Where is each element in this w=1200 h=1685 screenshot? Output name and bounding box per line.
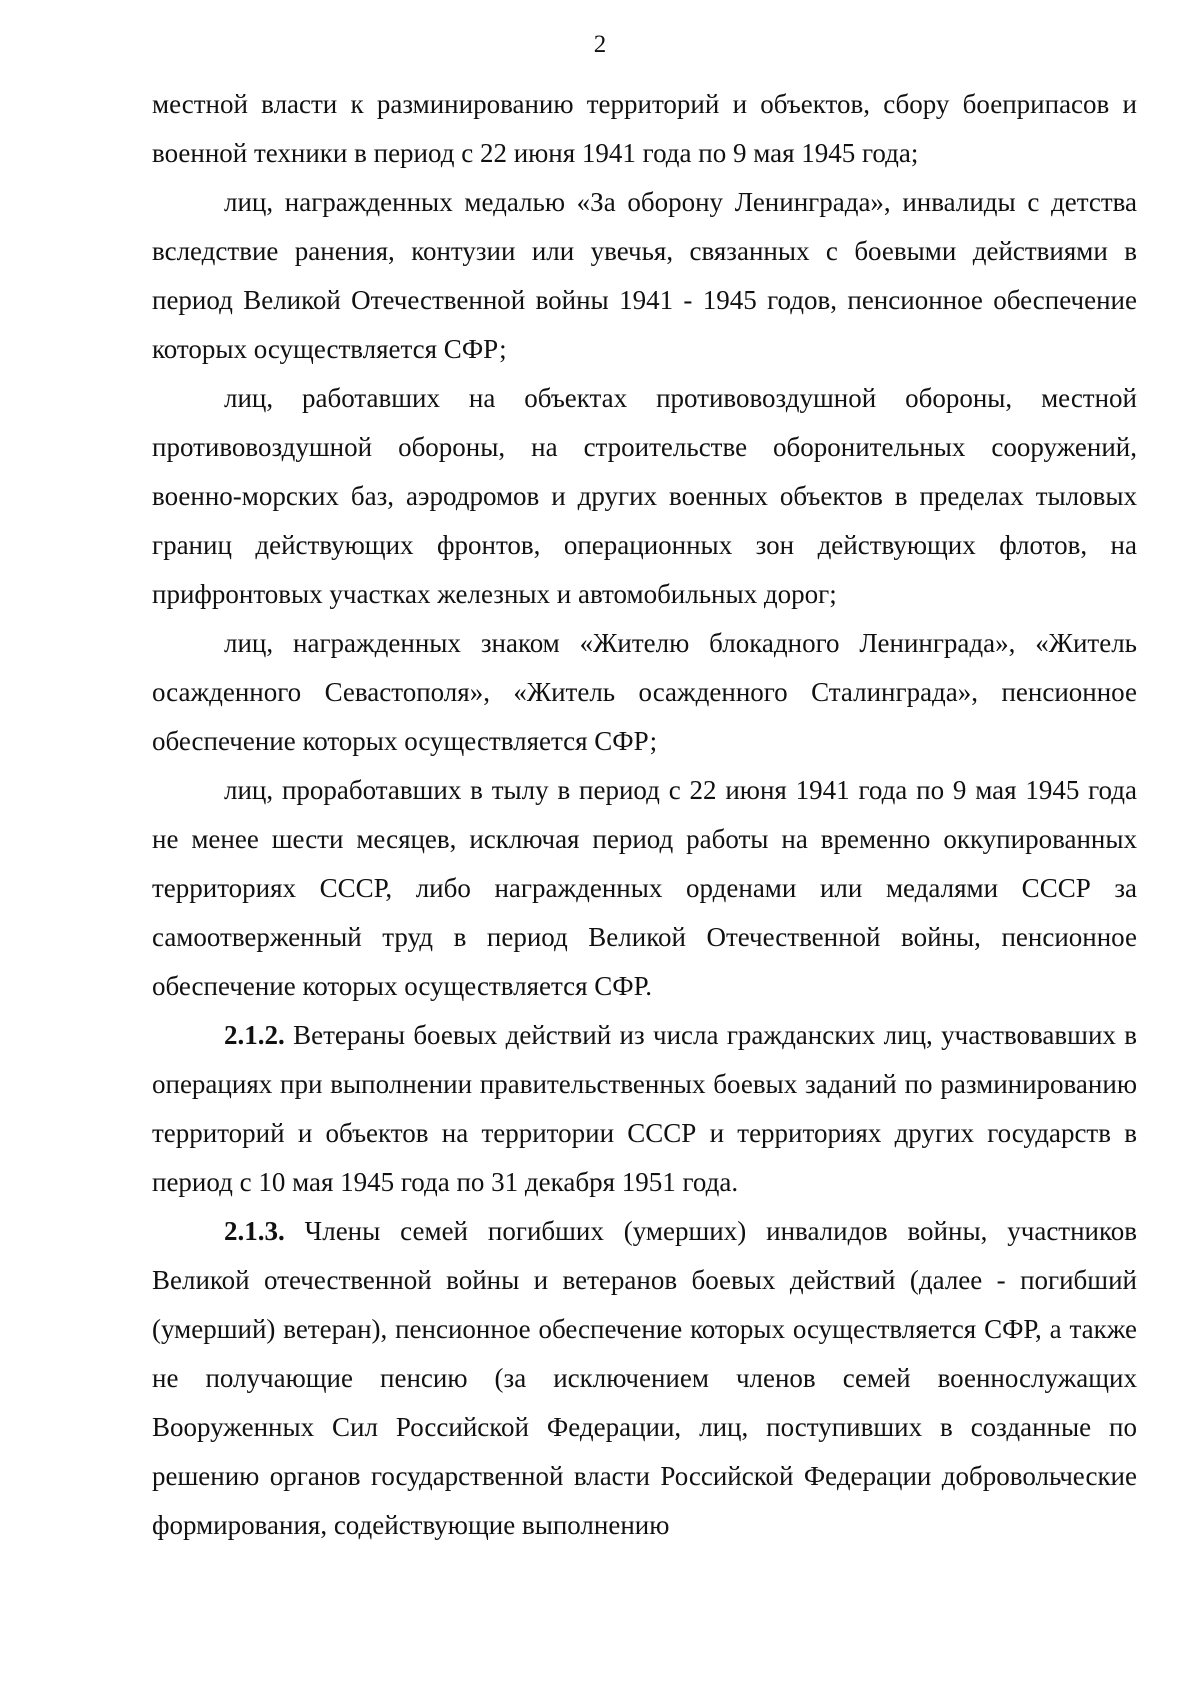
section-number: 2.1.3. (224, 1216, 285, 1246)
document-body (152, 80, 1137, 1550)
paragraph-text: Ветераны боевых действий из числа гражданских лиц, участвовавших в операциях при выполнении правительственных боевых заданий по разминированию территорий и объектов на территории СССР и территориях других государств в период с 10 мая 1945 года по 31 декабря 1951 года. (152, 1020, 1137, 1197)
section-number: 2.1.2. (224, 1020, 285, 1050)
paragraph-text: местной власти к разминированию территорий и объектов, сбору боеприпасов и военной техники в период с 22 июня 1941 года по 9 мая 1945 года; (152, 89, 1137, 168)
paragraph-3 (152, 374, 1137, 619)
paragraph-text: лиц, работавших на объектах противовоздушной обороны, местной противовоздушной обороны, на строительстве оборонительных сооружений, военно-морских баз, аэродромов и других военных объектов в пределах тыловых границ действующих фронтов, операционных зон действующих флотов, на прифронтовых участках железных и автомобильных дорог; (152, 383, 1137, 609)
section-2-1-2 (152, 1011, 1137, 1207)
paragraph-2 (152, 178, 1137, 374)
page-number: 2 (593, 31, 607, 58)
paragraph-text: лиц, награжденных медалью «За оборону Ленинграда», инвалиды с детства вследствие ранения, контузии или увечья, связанных с боевыми действиями в период Великой Отечественной войны 1941 - 1945 годов, пенсионное обеспечение которых осуществляется СФР; (152, 187, 1137, 364)
paragraph-text: лиц, проработавших в тылу в период с 22 июня 1941 года по 9 мая 1945 года не менее шести месяцев, исключая период работы на временно оккупированных территориях СССР, либо награжденных орденами или медалями СССР за самоотверженный труд в период Великой Отечественной войны, пенсионное обеспечение которых осуществляется СФР. (152, 775, 1137, 1001)
paragraph-1 (152, 80, 1137, 178)
paragraph-text: лиц, награжденных знаком «Жителю блокадного Ленинграда», «Житель осажденного Севастополя», «Житель осажденного Сталинграда», пенсионное обеспечение которых осуществляется СФР; (152, 628, 1137, 756)
paragraph-4 (152, 619, 1137, 766)
paragraph-5 (152, 766, 1137, 1011)
paragraph-text: Члены семей погибших (умерших) инвалидов войны, участников Великой отечественной войны и ветеранов боевых действий (далее - погибший (умерший) ветеран), пенсионное обеспечение которых осуществляется СФР, а также не получающие пенсию (за исключением членов семей военнослужащих Вооруженных Сил Российской Федерации, лиц, поступивших в созданные по решению органов государственной власти Российской Федерации добровольческие формирования, содействующие выполнению (152, 1216, 1138, 1540)
section-2-1-3 (152, 1207, 1137, 1550)
